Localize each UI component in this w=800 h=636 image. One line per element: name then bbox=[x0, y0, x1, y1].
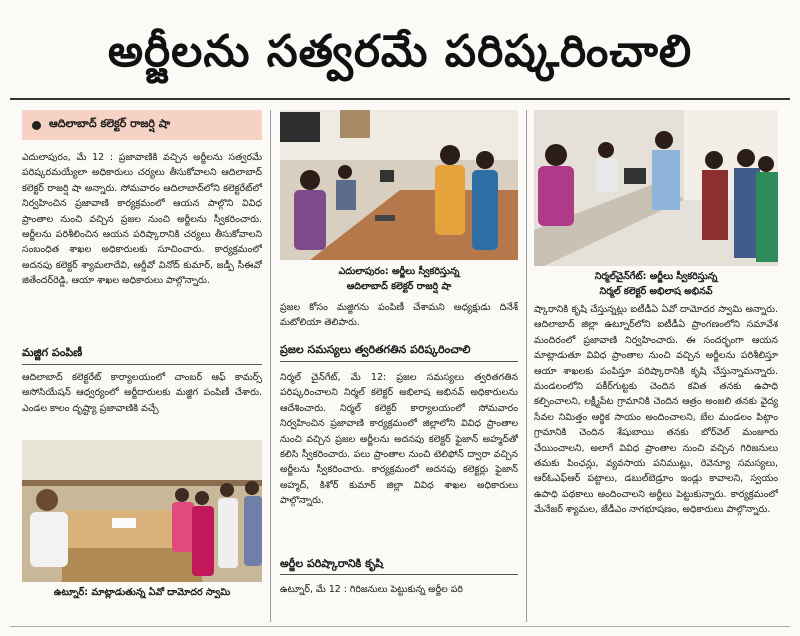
col1-subheading: మజ్జిగ పంపిణీ bbox=[22, 346, 83, 359]
col2-photo-caption-line1: ఎదులాపురం: అర్జీలు స్వీకరిస్తున్న bbox=[338, 266, 460, 277]
photo-utnoor bbox=[22, 440, 262, 582]
col2-para2: నిర్మల్ చైన్‌గేట్, మే 12: ప్రజల సమస్యలు త్వరితగతిన పరిష్కరించాలని నిర్మల్ కలెక్టర్ అభిలాష అభినవ్ అధికారులను ఆదేశించారు. నిర్మల్ కలెక్టర్ కార్యాలయంలో సోమవారం నిర్వహించిన ప్రజావాణి కార్యక్రమంలో జిల్లాలోని వివిధ ప్రాంతాల నుంచి వచ్చిన ప్రజల అర్జీలను అదనపు కలెక్టర్ ఫైజాన్ అహ్మద్‌తో కలిసి స్వీకరించారు. పలు ప్రాంతాల నుంచి టెలిఫోన్ ద్వారా వచ్చిన అర్జీలను స్వీకరించారు. కార్యక్రమంలో అదనపు కలెక్టర్లు ఫైజాన్ అహ్మద్, కిశోర్ కుమార్ జిల్లా వివిధ శాఖల అధికారులు పాల్గొన్నారు. bbox=[280, 372, 518, 507]
col2-photo-caption-line2: ఆదిలాబాద్ కలెక్టర్ రాజర్షి షా bbox=[346, 281, 452, 292]
col2-subheading-2: అర్జీల పరిష్కారానికి కృషి bbox=[280, 557, 384, 570]
col3-para1: ష్కారానికి కృషి చేస్తున్నట్లు ఐటీడీఏ ఏవో దామోదర స్వామి అన్నారు. ఆదిలాబాద్ జిల్లా ఉట్నూర్‌లోని ఐటీడీఏ ప్రాంగణంలోని సమావేశ మందిరంలో ప్రజావాణి నిర్వహించారు. ఈ సందర్భంగా ఆయన మాట్లాడుతూ వివిధ ప్రాంతాల నుంచి వచ్చిన అర్జీలను పరిశీలిస్తూ ఆయా శాఖలకు పంపిస్తూ పరిష్కారానికి కృషి చేస్తున్నామన్నారు. మండలంలోని పకీర్‌గుట్టకు చెందిన కవిత తనకు ఉపాధి కల్పించాలని, లక్ష్మీపేట గ్రామానికి చెందిన ఆత్రం అంజలి తనకు వైద్య సేవల నిమిత్తం ఆర్థిక సాయం అందించాలని, బేల మండలం పిట్గాం గ్రామానికి చెందిన శేషుబాయి తనకు బోర్‌వెల్ మంజూరు చేయించాలని, అలాగే వివిధ ప్రాంతాల నుంచి వచ్చిన గిరిజనులు తమకు పింఛన్లు, వ్యవసాయ పనిముట్లు, రెవెన్యూ సమస్యలు, ఆర్‌ఓఎఫ్‌ఆర్ పట్టాలు, డబుల్‌బెడ్రూం ఇండ్లు కావాలని, స్వయం ఉపాధి పథకాలు అందించాలని అర్జీలు పెట్టుకున్నారు. కార్యక్రమంలో మేనేజర్ శ్యామల, జేడీఎం నాగభూషణం, అధికారులు పాల్గొన్నారు. bbox=[534, 304, 778, 516]
photo-nirmal-collector bbox=[534, 110, 778, 266]
col1-para1: ఎదులాపురం, మే 12 : ప్రజావాణికి వచ్చిన అర్జీలను సత్వరమే పరిష్కరమయ్యేలా అధికారులు చర్యలు తీసుకోవాలని ఆదిలాబాద్ కలెక్టర్ రాజర్షి షా అన్నారు. సోమవారం ఆదిలాబాద్‌లోని కలెక్టరేట్‌లో నిర్వహించిన ప్రజావాణి కార్యక్రమంలో ఆయన పాల్గొని వివిధ ప్రాంతాల నుంచి వచ్చిన ప్రజల నుంచి అర్జీలను స్వీకరించారు. అర్జీలను పరిశీలించిన ఆయన పరిష్కారానికి చర్యలు తీసుకోవాలని సంబంధిత శాఖల అధికారులకు సూచించారు. కార్యక్రమంలో అదనపు కలెక్టర్ శ్యామలాదేవి, ఆర్డీవో వినోద్ కుమార్, జడ్పీ సీఈవో జితేందర్‌రెడ్డి, ఆయా శాఖల అధికారులు పాల్గొన్నారు. bbox=[22, 152, 262, 287]
col2-subheading-2-rule bbox=[280, 574, 518, 575]
column-divider-2 bbox=[526, 110, 527, 622]
col3-photo-caption-line1: నిర్మల్‌చైన్‌గేట్: అర్జీలు స్వీకరిస్తున్న bbox=[594, 271, 718, 282]
column-divider-1 bbox=[270, 110, 271, 622]
bottom-rule bbox=[10, 626, 790, 627]
col2-para3: ఉట్నూర్, మే 12 : గిరిజనులు పెట్టుకున్న అర్జీల పరి bbox=[280, 584, 463, 595]
headline: అర్జీలను సత్వరమే పరిష్కరించాలి bbox=[107, 26, 693, 77]
bullet-icon bbox=[32, 121, 41, 130]
col2-subheading: ప్రజల సమస్యలు త్వరితగతిన పరిష్కరించాలి bbox=[280, 343, 471, 356]
photo-adilabad-collector bbox=[280, 110, 518, 260]
col1-subheading-rule bbox=[22, 364, 262, 365]
col2-para1: ప్రజల కోసం మజ్జిగను పంపిణీ చేశామని అధ్యక్షుడు దినేశ్ మటోలియా తెలిపారు. bbox=[280, 302, 518, 329]
headline-divider bbox=[10, 98, 790, 100]
tagline-box bbox=[22, 110, 262, 140]
col1-photo-caption: ఉట్నూర్: మాట్లాడుతున్న ఏవో దామోదర స్వామి bbox=[53, 587, 231, 598]
col1-para2: ఆదిలాబాద్ కలెక్టరేట్ కార్యాలయంలో చాంబర్ ఆఫ్ కామర్స్ అసోసియేషన్ ఆధ్వర్యంలో అర్జీదారులకు మజ్జిగ పంపిణీ చేశారు. ఎండల కాలం దృష్ట్యా ప్రజావాణికి వచ్చే bbox=[22, 372, 262, 414]
tagline: ఆదిలాబాద్ కలెక్టర్ రాజర్షి షా bbox=[49, 117, 171, 130]
col2-subheading-rule bbox=[280, 361, 518, 362]
col3-photo-caption-line2: నిర్మల్ కలెక్టర్ అభిలాష అభినవ్ bbox=[599, 286, 713, 297]
